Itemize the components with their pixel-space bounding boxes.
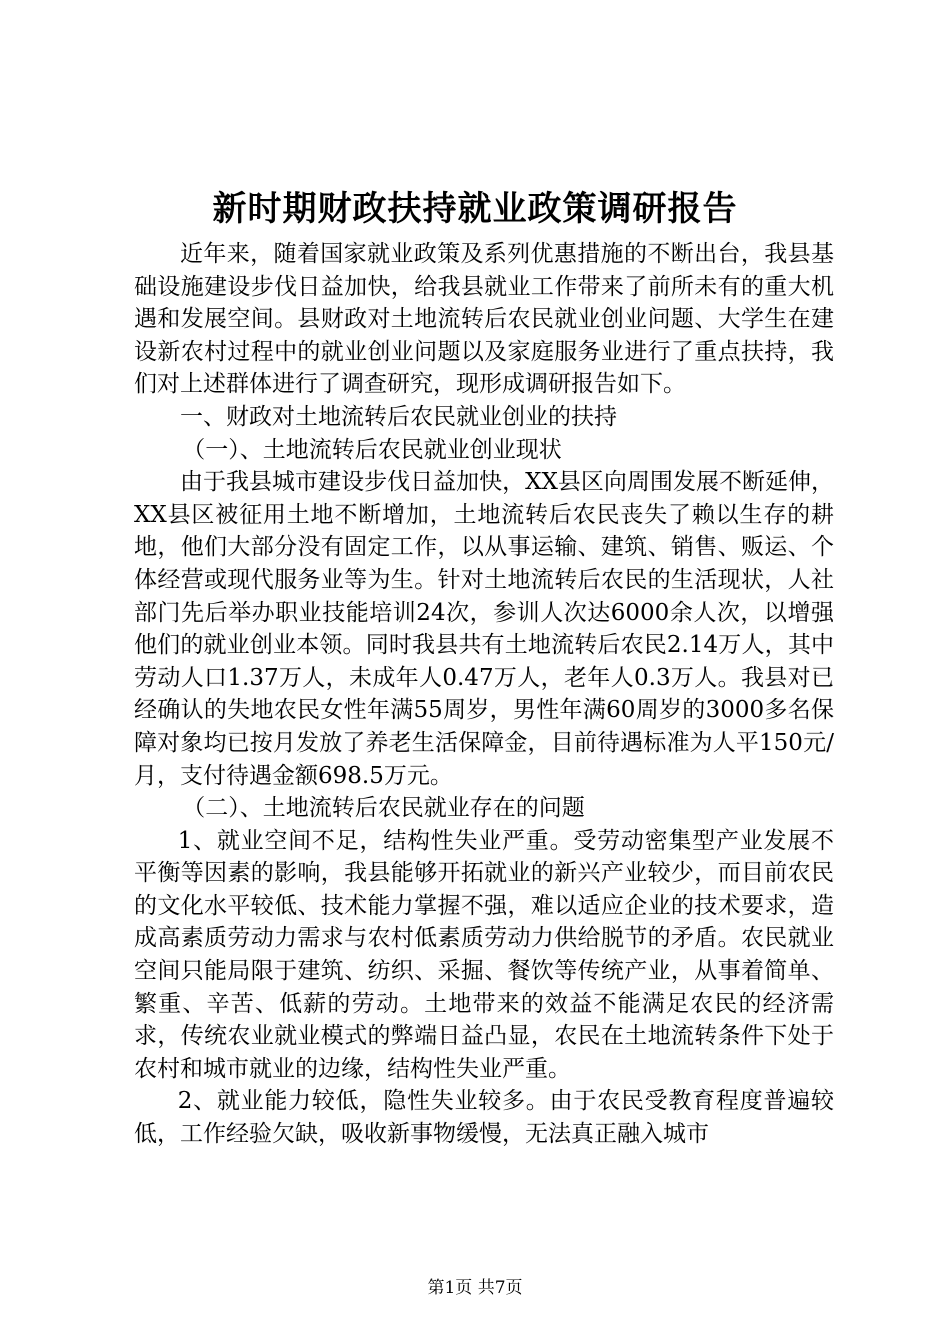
intro-paragraph: 近年来，随着国家就业政策及系列优惠措施的不断出台，我县基础设施建设步伐日益加快，给我县就业工作带来了前所未有的重大机遇和发展空间。县财政对土地流转后农民就业创业问题、大学生在建设新农村过程中的就业创业问题以及家庭服务业进行了重点扶持，我们对上述群体进行了调查研究，现形成调研报告如下。	[134, 241, 834, 398]
document-body	[134, 238, 834, 1151]
section-heading-1: 一、财政对土地流转后农民就业创业的扶持	[180, 403, 617, 430]
page-number-footer: 第1页 共7页	[427, 1278, 523, 1298]
subsection-heading-1: （一）、土地流转后农民就业创业现状	[182, 436, 562, 463]
problem-paragraph-2: 2、就业能力较低，隐性失业较多。由于农民受教育程度普遍较低，工作经验欠缺，吸收新事物缓慢，无法真正融入城市	[134, 1088, 834, 1148]
status-paragraph: 由于我县城市建设步伐日益加快，XX县区向周围发展不断延伸，XX县区被征用土地不断增加，土地流转后农民丧失了赖以生存的耕地，他们大部分没有固定工作，以从事运输、建筑、销售、贩运、个体经营或现代服务业等为生。针对土地流转后农民的生活现状，人社部门先后举办职业技能培训24次，参训人次达6000余人次，以增强他们的就业创业本领。同时我县共有土地流转后农民2.14万人，其中劳动人口1.37万人，未成年人0.47万人，老年人0.3万人。我县对已经确认的失地农民女性年满55周岁，男性年满60周岁的3000多名保障对象均已按月发放了养老生活保障金，目前待遇标准为人平150元/月，支付待遇金额698.5万元。	[134, 469, 834, 789]
document-title: 新时期财政扶持就业政策调研报告	[212, 189, 738, 229]
problem-paragraph-1: 1、就业空间不足，结构性失业严重。受劳动密集型产业发展不平衡等因素的影响，我县能够开拓就业的新兴产业较少，而目前农民的文化水平较低、技术能力掌握不强，难以适应企业的技术要求，造成高素质劳动力需求与农村低素质劳动力供给脱节的矛盾。农民就业空间只能局限于建筑、纺织、采掘、餐饮等传统产业，从事着简单、繁重、辛苦、低薪的劳动。土地带来的效益不能满足农民的经济需求，传统农业就业模式的弊端日益凸显，农民在土地流转条件下处于农村和城市就业的边缘，结构性失业严重。	[134, 827, 834, 1082]
subsection-heading-2: （二）、土地流转后农民就业存在的问题	[182, 795, 585, 822]
